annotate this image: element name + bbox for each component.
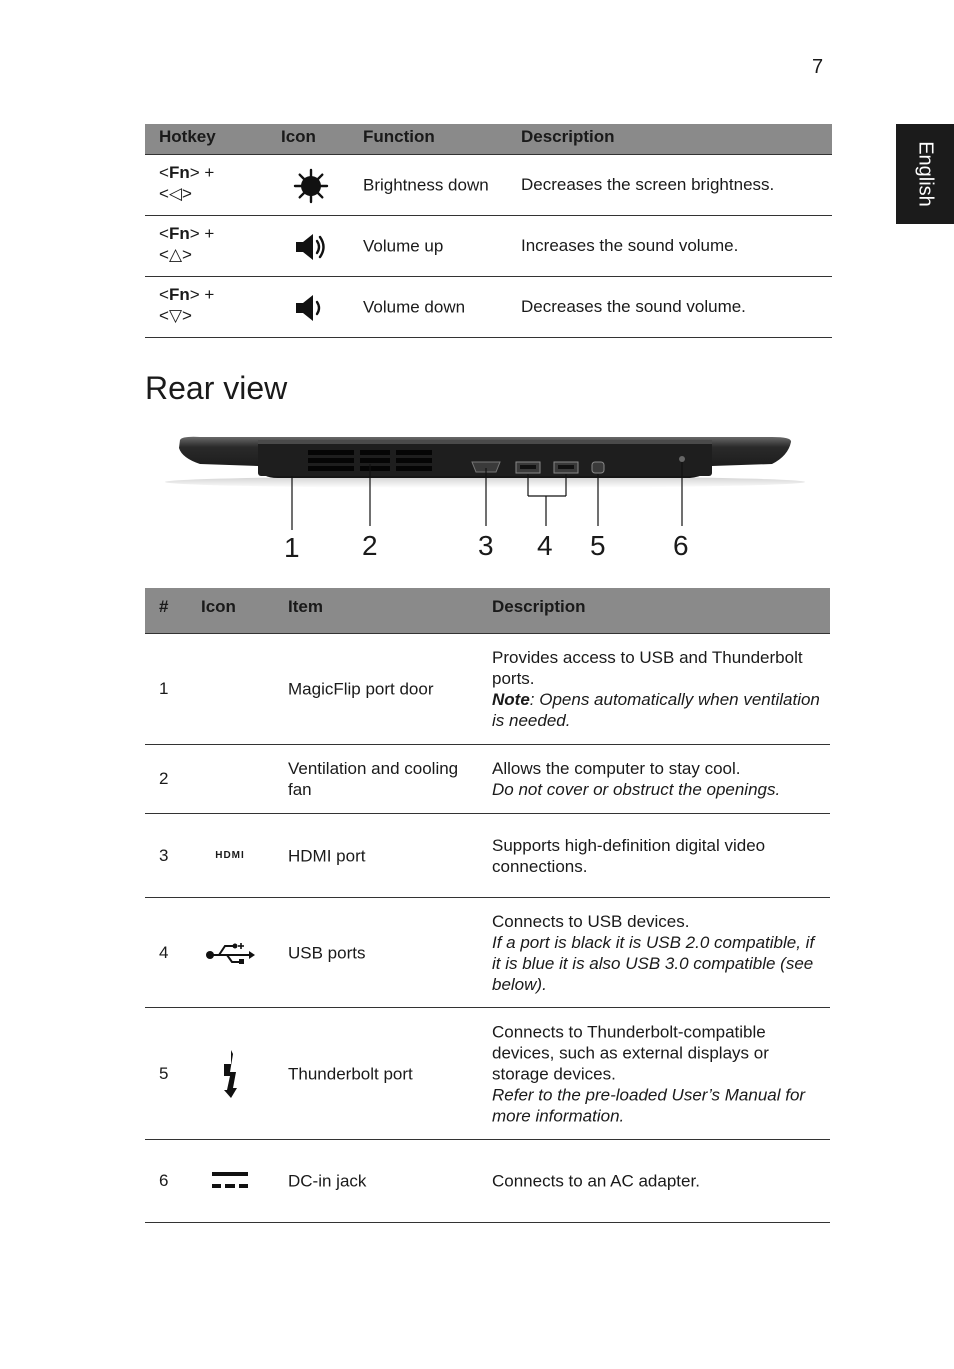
thunderbolt-icon xyxy=(203,1049,257,1099)
header-description: Description xyxy=(521,127,615,146)
callout-3: 3 xyxy=(478,530,494,561)
item-description: Connects to an AC adapter. xyxy=(492,1171,700,1191)
item-number: 2 xyxy=(159,769,169,788)
hotkey-combo: <Fn> + <△> xyxy=(159,224,215,264)
item-row xyxy=(145,898,830,1008)
header-item: Item xyxy=(288,597,323,616)
hotkey-description: Decreases the screen brightness. xyxy=(521,175,775,194)
item-note: Note: Opens automatically when ventilation is needed. xyxy=(492,690,820,730)
hotkey-combo: <Fn> + <◁> xyxy=(159,163,215,203)
item-description: Connects to Thunderbolt-compatible devices, such as external displays or storage devices. Refer to the pre-loaded User’s Manual for more information. xyxy=(492,1021,822,1126)
hotkey-function: Volume up xyxy=(363,236,444,256)
item-row xyxy=(145,1140,830,1223)
hdmi-icon: HDMI xyxy=(215,850,245,861)
language-tab xyxy=(896,124,954,224)
volume-up-icon xyxy=(293,229,329,265)
callout-2: 2 xyxy=(362,530,378,561)
item-description: Supports high-definition digital video connections. xyxy=(492,835,766,876)
item-number: 3 xyxy=(159,845,169,865)
hotkey-row xyxy=(145,216,832,277)
language-tab-label: English xyxy=(914,141,937,207)
item-description: Connects to USB devices. If a port is black it is USB 2.0 compatible, if it is blue it is also USB 3.0 compatible (see below). xyxy=(492,911,822,995)
volume-down-icon xyxy=(293,290,329,326)
item-name: HDMI port xyxy=(288,846,366,865)
header-description: Description xyxy=(492,597,586,616)
item-note: Do not cover or obstruct the openings. xyxy=(492,780,781,799)
item-name: Ventilation and cooling fan xyxy=(288,759,459,799)
item-row xyxy=(145,1008,830,1140)
item-name: Thunderbolt port xyxy=(288,1064,413,1083)
item-number: 1 xyxy=(159,679,169,698)
item-table-header xyxy=(145,588,830,634)
header-function: Function xyxy=(363,127,435,146)
page-number: 7 xyxy=(812,56,824,78)
header-number: # xyxy=(159,597,169,616)
hotkey-function: Volume down xyxy=(363,297,466,317)
header-hotkey: Hotkey xyxy=(159,127,216,146)
header-icon: Icon xyxy=(201,597,236,616)
item-description: Provides access to USB and Thunderbolt ports. Note: Opens automatically when ventilation is needed. xyxy=(492,647,822,731)
item-number: 5 xyxy=(159,1063,169,1083)
header-icon: Icon xyxy=(281,127,316,146)
hotkey-description: Decreases the sound volume. xyxy=(521,297,746,316)
item-description: Allows the computer to stay cool. Do not cover or obstruct the openings. xyxy=(492,758,822,800)
item-name: DC-in jack xyxy=(288,1171,367,1191)
section-title: Rear view xyxy=(145,370,288,406)
item-number: 6 xyxy=(159,1171,169,1190)
item-row xyxy=(145,745,830,814)
callout-1: 1 xyxy=(284,532,300,563)
item-row xyxy=(145,814,830,898)
hotkey-combo: <Fn> + <▽> xyxy=(159,285,215,325)
callout-4: 4 xyxy=(537,530,553,561)
hotkey-description: Increases the sound volume. xyxy=(521,236,739,255)
rear-view-illustration xyxy=(160,428,810,578)
hotkey-table-header xyxy=(145,124,832,155)
callout-5: 5 xyxy=(590,530,606,561)
item-name: USB ports xyxy=(288,943,366,962)
item-name: MagicFlip port door xyxy=(288,679,434,699)
hotkey-row xyxy=(145,155,832,216)
usb-icon xyxy=(203,928,257,978)
brightness-down-icon xyxy=(293,168,329,204)
item-row xyxy=(145,634,830,745)
item-note: If a port is black it is USB 2.0 compatible, if it is blue it is also USB 3.0 compatible (see below). xyxy=(492,932,815,994)
callout-6: 6 xyxy=(673,530,689,561)
hotkey-row xyxy=(145,277,832,338)
hotkey-function: Brightness down xyxy=(363,175,489,195)
hotkey-table xyxy=(145,124,832,338)
item-note: Refer to the pre-loaded User’s Manual for more information. xyxy=(492,1085,806,1125)
dc-in-icon xyxy=(203,1156,257,1206)
rear-view-item-table xyxy=(145,588,830,1223)
item-number: 4 xyxy=(159,942,169,962)
